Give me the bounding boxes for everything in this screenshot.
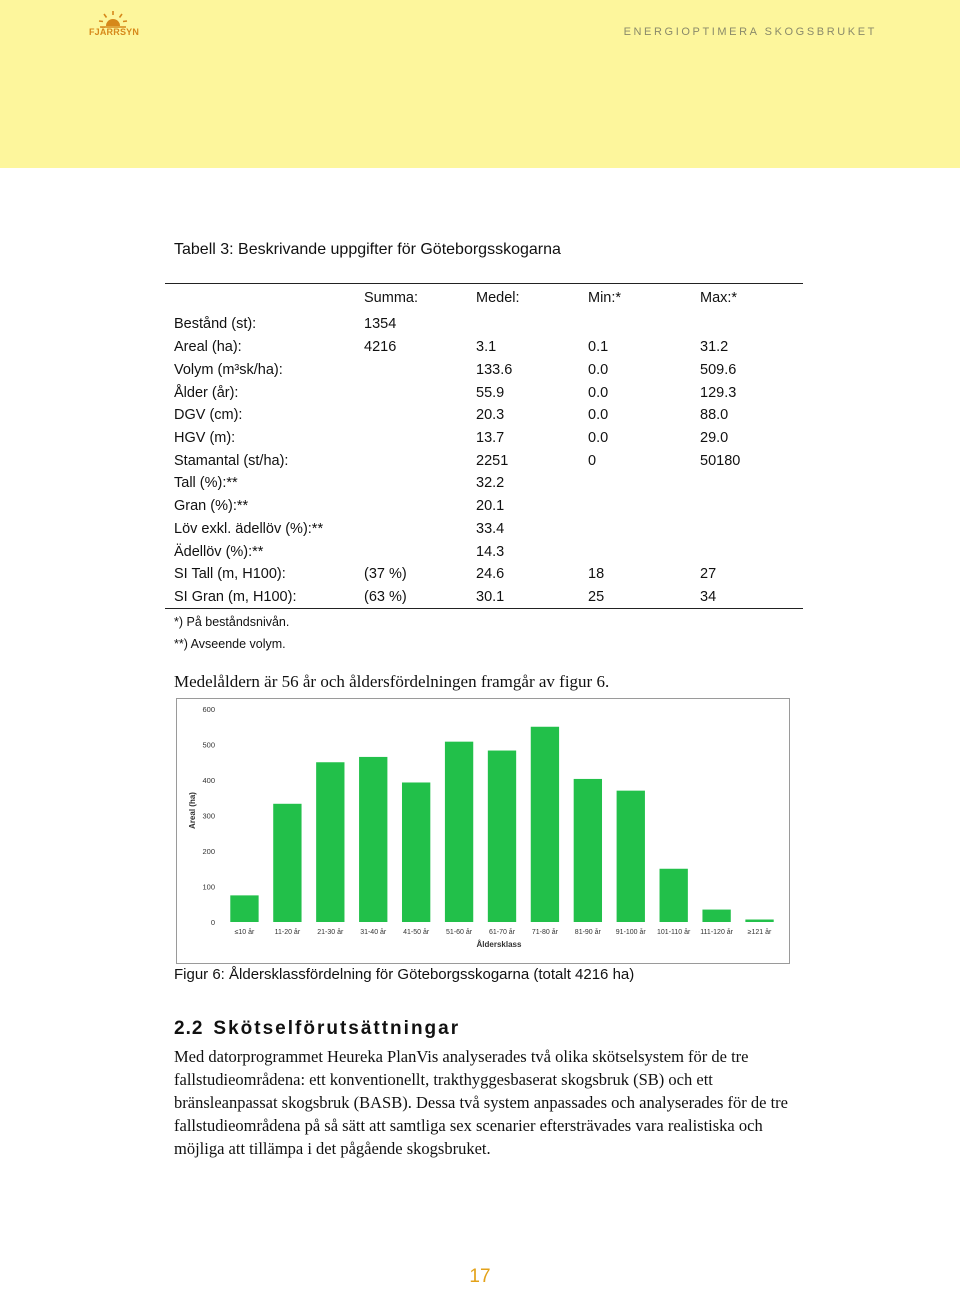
table-row <box>165 359 803 382</box>
x-tick-label: ≥121 år <box>747 929 772 936</box>
table-cell: 2251 <box>476 452 509 469</box>
table-row <box>165 381 803 404</box>
table-row <box>165 563 803 586</box>
table-caption: Tabell 3: Beskrivande uppgifter för Göteborgsskogarna <box>174 241 561 258</box>
table-note: *) På beståndsnivån. <box>174 615 290 629</box>
table-cell: 0.1 <box>588 339 609 356</box>
table-cell <box>588 540 700 563</box>
table-cell: 32.2 <box>476 475 505 492</box>
table-cell: 50180 <box>700 452 741 469</box>
table-cell: 14.3 <box>476 543 505 560</box>
table-cell <box>364 359 476 382</box>
row-label: Stamantal (st/ha): <box>174 452 289 469</box>
table-row <box>165 427 803 450</box>
row-label: Volym (m³sk/ha): <box>174 362 283 379</box>
table-row <box>165 336 803 359</box>
row-label: SI Tall (m, H100): <box>174 566 286 583</box>
table-cell <box>476 312 588 336</box>
bar <box>445 742 473 922</box>
bar <box>617 791 645 922</box>
table-cell <box>700 472 803 495</box>
table-row <box>165 472 803 495</box>
bar-chart <box>177 699 789 963</box>
x-tick-label: 31-40 år <box>360 929 387 936</box>
table-cell: 27 <box>700 566 717 583</box>
row-label: Ålder (år): <box>174 384 239 401</box>
y-tick-label: 0 <box>210 918 215 927</box>
table-cell: 1354 <box>364 316 397 332</box>
table-cell: 509.6 <box>700 362 737 379</box>
table-cell: 0.0 <box>588 384 609 401</box>
table-row <box>165 540 803 563</box>
page-number: 17 <box>469 1266 491 1287</box>
stats-table-wrap <box>165 283 803 609</box>
table-row <box>165 495 803 518</box>
bar <box>273 804 301 922</box>
table-cell: 3.1 <box>476 339 497 356</box>
table-cell: 0.0 <box>588 362 609 379</box>
table-cell <box>700 518 803 541</box>
table-cell: 13.7 <box>476 430 505 447</box>
bar <box>531 727 559 922</box>
header-tagline: ENERGIOPTIMERA SKOGSBRUKET <box>623 26 877 38</box>
x-tick-label: 61-70 år <box>488 929 516 936</box>
table-cell: 20.1 <box>476 498 505 515</box>
table-cell <box>364 518 476 541</box>
table-cell: 29.0 <box>700 430 729 447</box>
table-header-cell: Min:* <box>588 290 622 306</box>
bar <box>230 895 258 922</box>
section-body: Med datorprogrammet Heureka PlanVis analyserades två olika skötselsystem för de tre fallstudieområdena: ett konventionellt, trakthyggesbaserat skogsbruk (SB) och ett bränsleanpassat skogsbruk (BASB). Dessa två system anpassades och analyserades för de tre fallstudieområdena på så sätt att samtliga sex scenarier eftersträvades vara realistiska och möjliga att tillämpa i det pågående skogsbruket. <box>174 1047 789 1158</box>
x-tick-label: 51-60 år <box>446 929 473 936</box>
table-cell <box>588 472 700 495</box>
table-cell <box>700 540 803 563</box>
table-cell: 18 <box>588 566 605 583</box>
section-number: 2.2 <box>174 1018 204 1039</box>
x-tick-label: 91-100 år <box>615 929 646 936</box>
row-label: DGV (cm): <box>174 407 243 424</box>
table-cell: (37 %) <box>364 566 407 583</box>
row-label: Ädellöv (%):** <box>174 543 264 560</box>
fjarrsyn-logo <box>84 10 144 40</box>
table-cell: 30.1 <box>476 586 588 609</box>
x-tick-label: 11-20 år <box>274 929 301 936</box>
table-cell: 0 <box>588 452 597 469</box>
row-label: Tall (%):** <box>174 475 238 492</box>
table-row <box>165 312 803 336</box>
table-note: **) Avseende volym. <box>174 637 286 651</box>
x-tick-label: 81-90 år <box>574 929 601 936</box>
table-cell: 129.3 <box>700 384 737 401</box>
x-tick-label: 101-110 år <box>657 929 691 936</box>
table-cell <box>588 312 700 336</box>
bar <box>402 782 430 922</box>
logo-text: FJÄRRSYN <box>88 27 140 37</box>
x-tick-label: 41-50 år <box>403 929 430 936</box>
table-header-cell <box>165 284 364 312</box>
table-cell: 0.0 <box>588 407 609 424</box>
age-class-chart <box>176 698 790 964</box>
table-header-cell: Medel: <box>476 290 520 306</box>
table-cell: 133.6 <box>476 362 513 379</box>
table-cell <box>364 427 476 450</box>
table-cell <box>364 381 476 404</box>
y-tick-label: 600 <box>202 705 215 714</box>
sun-icon <box>98 10 128 28</box>
bar <box>702 910 730 922</box>
table-row <box>165 586 803 609</box>
table-cell: 25 <box>588 586 700 609</box>
table-cell: 33.4 <box>476 520 505 537</box>
table-header-cell: Max:* <box>700 290 738 306</box>
bar <box>316 762 344 922</box>
table-cell: 4216 <box>364 339 397 356</box>
table-row <box>165 449 803 472</box>
y-tick-label: 100 <box>202 882 215 892</box>
x-tick-label: 111-120 år <box>700 929 734 936</box>
table-cell: 20.3 <box>476 407 505 424</box>
table-cell: 24.6 <box>476 566 505 583</box>
table-cell <box>588 495 700 518</box>
table-cell <box>364 540 476 563</box>
table-header-cell: Summa: <box>364 290 418 306</box>
row-label: HGV (m): <box>174 430 236 447</box>
row-label: Areal (ha): <box>174 339 242 356</box>
stats-table <box>165 284 803 609</box>
bar <box>745 920 773 922</box>
table-cell <box>364 472 476 495</box>
intro-text: Medelåldern är 56 år och åldersfördelningen framgår av figur 6. <box>174 672 610 691</box>
table-row <box>165 404 803 427</box>
section-title: Skötselförutsättningar <box>213 1018 461 1039</box>
row-label: Gran (%):** <box>174 498 249 515</box>
x-tick-label: 21-30 år <box>317 929 344 936</box>
table-cell: 0.0 <box>588 430 609 447</box>
y-tick-label: 200 <box>202 847 215 856</box>
bar <box>660 869 688 922</box>
row-label: SI Gran (m, H100): <box>165 586 364 609</box>
y-tick-label: 400 <box>202 776 215 785</box>
y-axis-label: Areal (ha) <box>188 792 197 829</box>
y-tick-label: 500 <box>202 740 215 750</box>
table-cell: 34 <box>700 586 803 609</box>
table-cell <box>700 495 803 518</box>
y-tick-label: 300 <box>202 811 215 821</box>
table-notes <box>174 611 289 655</box>
bar <box>359 757 387 922</box>
figure-caption: Figur 6: Åldersklassfördelning för Göteborgsskogarna (totalt 4216 ha) <box>174 966 635 983</box>
section-heading <box>174 1018 460 1040</box>
table-cell: (63 %) <box>364 586 476 609</box>
table-cell: 88.0 <box>700 407 729 424</box>
table-row <box>165 518 803 541</box>
table-cell <box>588 518 700 541</box>
table-cell <box>364 495 476 518</box>
x-tick-label: ≤10 år <box>234 929 255 936</box>
header-band <box>0 0 960 168</box>
table-cell <box>364 404 476 427</box>
table-cell: 31.2 <box>700 339 729 356</box>
table-header-row <box>165 284 803 312</box>
row-label: Löv exkl. ädellöv (%):** <box>174 520 324 537</box>
table-cell: 55.9 <box>476 384 505 401</box>
table-cell <box>364 449 476 472</box>
x-axis-label: Åldersklass <box>476 940 522 949</box>
row-label: Bestånd (st): <box>174 316 257 332</box>
bar <box>488 751 516 922</box>
table-cell <box>700 312 803 336</box>
bar <box>574 779 602 922</box>
x-tick-label: 71-80 år <box>531 929 558 936</box>
